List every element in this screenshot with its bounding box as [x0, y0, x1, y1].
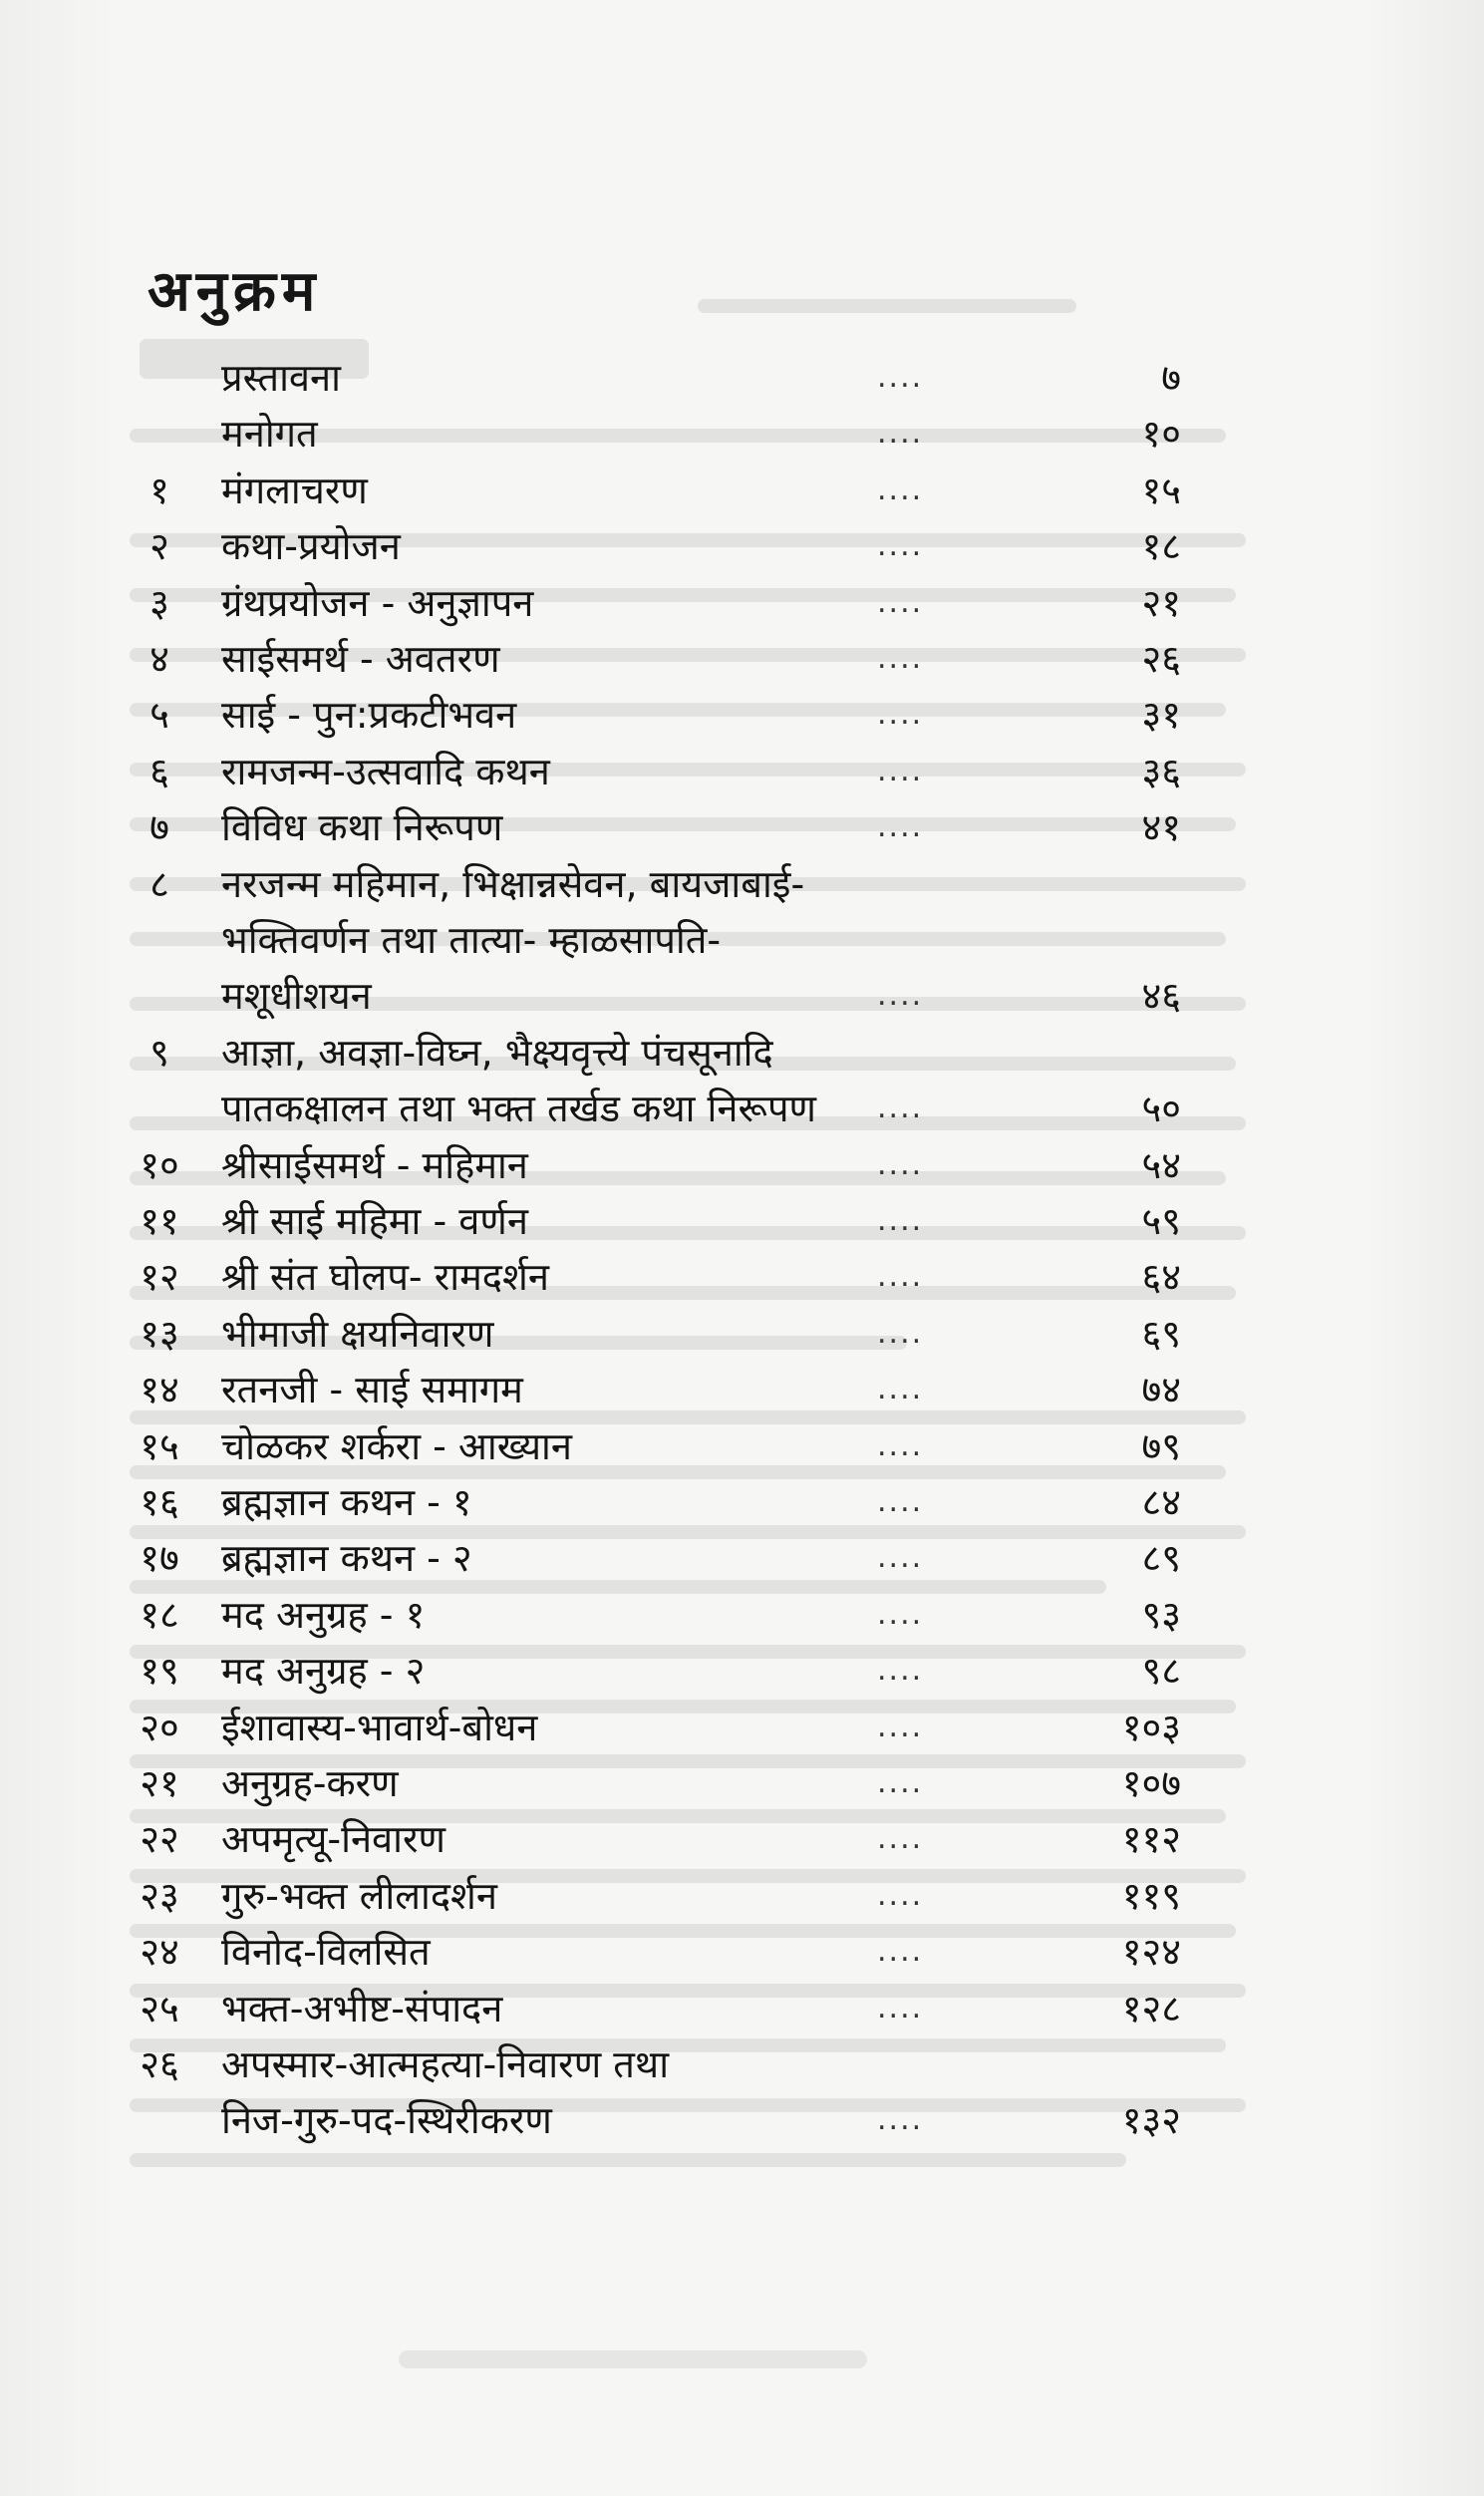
toc-entry: [0, 349, 1484, 407]
chapter-title: श्री संत घोलप- रामदर्शन: [221, 1255, 549, 1300]
chapter-title: साईसमर्थ - अवतरण: [221, 637, 500, 681]
bleed-through-footer: [399, 2350, 867, 2368]
chapter-number: १९: [140, 1649, 179, 1694]
chapter-title: अपमृत्यू-निवारण: [221, 1817, 446, 1862]
page-number: ६४: [1141, 1255, 1181, 1300]
page-number: २१: [1141, 580, 1181, 625]
page-number: ९८: [1141, 1649, 1181, 1694]
toc-entry: [0, 2035, 1484, 2093]
chapter-title: मंगलाचरण: [221, 468, 368, 512]
leader-dots: ....: [877, 1091, 924, 1126]
leader-dots: ....: [877, 1259, 924, 1295]
toc-entry: [0, 1699, 1484, 1756]
toc-entry: [0, 911, 1484, 969]
chapter-number: ६: [149, 749, 169, 793]
toc-entry: [0, 1024, 1484, 1082]
chapter-title: मद अनुग्रह - २: [221, 1649, 426, 1694]
page-number: ७९: [1141, 1423, 1181, 1468]
toc-entry: [0, 1305, 1484, 1363]
chapter-title: भक्त-अभीष्ट-संपादन: [221, 1986, 503, 2030]
leader-dots: ....: [877, 1653, 924, 1689]
page-number: १३२: [1121, 2098, 1181, 2143]
toc-entry: [0, 1080, 1484, 1137]
page-title: अनुक्रम: [148, 259, 322, 324]
leader-dots: ....: [877, 1990, 924, 2026]
chapter-title: आज्ञा, अवज्ञा-विघ्न, भैक्ष्यवृत्त्ये पंचसूनादि: [221, 1030, 773, 1075]
page-number: ४१: [1141, 805, 1181, 850]
chapter-title: ब्रह्मज्ञान कथन - १: [221, 1480, 472, 1524]
chapter-number: ७: [149, 805, 169, 850]
chapter-title: विनोद-विलसित: [221, 1930, 431, 1975]
chapter-number: १७: [140, 1536, 179, 1581]
chapter-title: भक्तिवर्णन तथा तात्या- म्हाळसापति-: [221, 918, 722, 962]
leader-dots: ....: [877, 1146, 924, 1182]
toc-entry: [0, 1192, 1484, 1250]
leader-dots: ....: [877, 1484, 924, 1519]
chapter-number: ३: [149, 580, 169, 625]
leader-dots: ....: [877, 1934, 924, 1970]
page-number: ५९: [1141, 1199, 1181, 1243]
toc-entry: [0, 855, 1484, 913]
leader-dots: ....: [877, 471, 924, 507]
toc-entry: [0, 462, 1484, 519]
leader-dots: ....: [877, 697, 924, 733]
chapter-title: श्रीसाईसमर्थ - महिमान: [221, 1142, 528, 1187]
page-number: ५०: [1141, 1087, 1181, 1131]
leader-dots: ....: [877, 1203, 924, 1238]
chapter-title: ईशावास्य-भावार्थ-बोधन: [221, 1705, 538, 1749]
chapter-number: २०: [140, 1705, 179, 1749]
page-number: ६९: [1141, 1311, 1181, 1356]
chapter-title: ग्रंथप्रयोजन - अनुज्ञापन: [221, 580, 534, 625]
leader-dots: ....: [877, 809, 924, 845]
chapter-number: २५: [140, 1986, 179, 2030]
leader-dots: ....: [877, 1821, 924, 1857]
toc-entry: [0, 1361, 1484, 1418]
toc-entry: [0, 1980, 1484, 2037]
leader-dots: ....: [877, 528, 924, 564]
chapter-title: पातकक्षालन तथा भक्त तर्खड कथा निरूपण: [221, 1087, 817, 1131]
toc-entry: [0, 2091, 1484, 2149]
chapter-number: १८: [140, 1592, 179, 1637]
page-number: १२८: [1121, 1986, 1181, 2030]
toc-entry: [0, 1867, 1484, 1925]
chapter-number: १२: [140, 1255, 179, 1300]
chapter-title: अनुग्रह-करण: [221, 1761, 399, 1805]
chapter-title: रतनजी - साई समागम: [221, 1368, 523, 1412]
toc-entry: [0, 1529, 1484, 1587]
page-number: ११२: [1121, 1817, 1181, 1862]
leader-dots: ....: [877, 2102, 924, 2138]
toc-entry: [0, 1417, 1484, 1475]
leader-dots: ....: [877, 416, 924, 452]
page-number: १५: [1141, 468, 1181, 512]
page-number: १०: [1141, 412, 1181, 457]
leader-dots: ....: [877, 1427, 924, 1463]
toc-entry: [0, 574, 1484, 632]
page-number: ११९: [1121, 1873, 1181, 1918]
page-number: ५४: [1141, 1142, 1181, 1187]
page-number: ८४: [1141, 1480, 1181, 1524]
toc-entry: [0, 1810, 1484, 1868]
toc-entry: [0, 1248, 1484, 1306]
chapter-number: २२: [140, 1817, 179, 1862]
toc-entry: [0, 517, 1484, 575]
page-number: २६: [1141, 637, 1181, 681]
leader-dots: ....: [877, 1709, 924, 1744]
chapter-title: नरजन्म महिमान, भिक्षान्नसेवन, बायजाबाई-: [221, 861, 805, 906]
chapter-title: मद अनुग्रह - १: [221, 1592, 426, 1637]
leader-dots: ....: [877, 1596, 924, 1632]
chapter-number: २६: [140, 2042, 179, 2086]
toc-entry: [0, 686, 1484, 744]
chapter-number: ८: [149, 861, 169, 906]
chapter-title: रामजन्म-उत्सवादि कथन: [221, 749, 550, 793]
chapter-title: प्रस्तावना: [221, 356, 341, 400]
toc-entry: [0, 630, 1484, 688]
leader-dots: ....: [877, 1765, 924, 1800]
page-number: १०३: [1121, 1705, 1181, 1749]
chapter-title: भीमाजी क्षयनिवारण: [221, 1311, 494, 1356]
page-number: १०७: [1121, 1761, 1181, 1805]
leader-dots: ....: [877, 641, 924, 676]
leader-dots: ....: [877, 753, 924, 788]
toc-entry: [0, 1473, 1484, 1531]
chapter-number: २३: [140, 1873, 179, 1918]
chapter-title: निज-गुरु-पद-स्थिरीकरण: [221, 2098, 552, 2143]
page-number: ३६: [1141, 749, 1181, 793]
chapter-title: मनोगत: [221, 412, 318, 457]
chapter-number: ५: [149, 693, 169, 738]
toc-entry: [0, 798, 1484, 856]
toc-entry: [0, 1642, 1484, 1700]
page-number: ७: [1161, 356, 1181, 400]
page-number: ९३: [1141, 1592, 1181, 1637]
toc-entry: [0, 1754, 1484, 1812]
page-number: ७४: [1141, 1368, 1181, 1412]
chapter-title: विविध कथा निरूपण: [221, 805, 503, 850]
chapter-number: १५: [140, 1423, 179, 1468]
chapter-title: श्री साई महिमा - वर्णन: [221, 1199, 528, 1243]
leader-dots: ....: [877, 1540, 924, 1576]
page-number: ४६: [1141, 974, 1181, 1019]
leader-dots: ....: [877, 978, 924, 1014]
chapter-title: अपस्मार-आत्महत्या-निवारण तथा: [221, 2042, 670, 2086]
toc-entry: [0, 1923, 1484, 1981]
chapter-number: २४: [140, 1930, 179, 1975]
chapter-number: १४: [140, 1368, 179, 1412]
page-number: ३१: [1141, 693, 1181, 738]
toc-entry: [0, 1136, 1484, 1194]
chapter-number: २१: [140, 1761, 179, 1805]
chapter-number: ४: [149, 637, 169, 681]
chapter-number: १६: [140, 1480, 179, 1524]
leader-dots: ....: [877, 1877, 924, 1913]
chapter-title: कथा-प्रयोजन: [221, 524, 401, 569]
chapter-number: २: [149, 524, 169, 569]
leader-dots: ....: [877, 584, 924, 620]
leader-dots: ....: [877, 1372, 924, 1407]
chapter-number: ९: [149, 1030, 169, 1075]
chapter-number: १३: [140, 1311, 179, 1356]
page-number: १८: [1141, 524, 1181, 569]
chapter-title: साई - पुन:प्रकटीभवन: [221, 693, 517, 738]
toc-entry: [0, 743, 1484, 800]
leader-dots: ....: [877, 360, 924, 395]
toc-entry: [0, 967, 1484, 1025]
leader-dots: ....: [877, 1315, 924, 1351]
toc-entry: [0, 1586, 1484, 1644]
toc-entry: [0, 405, 1484, 463]
chapter-number: १: [149, 468, 169, 512]
chapter-title: ब्रह्मज्ञान कथन - २: [221, 1536, 472, 1581]
chapter-title: मशूधीशयन: [221, 974, 372, 1019]
chapter-title: चोळकर शर्करा - आख्यान: [221, 1423, 572, 1468]
chapter-number: ११: [140, 1199, 179, 1243]
page-number: १२४: [1121, 1930, 1181, 1975]
page-number: ८९: [1141, 1536, 1181, 1581]
chapter-title: गुरु-भक्त लीलादर्शन: [221, 1873, 497, 1918]
chapter-number: १०: [140, 1142, 179, 1187]
